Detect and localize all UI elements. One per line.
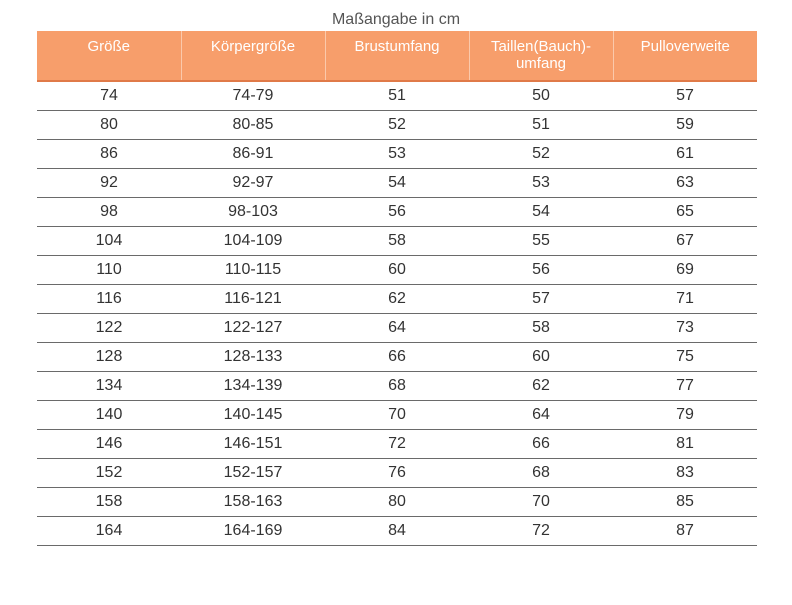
cell-taillenumfang: 64 [469,400,613,429]
cell-koerpergroesse: 164-169 [181,516,325,545]
cell-brustumfang: 84 [325,516,469,545]
cell-taillenumfang: 51 [469,110,613,139]
cell-brustumfang: 60 [325,255,469,284]
cell-groesse: 140 [37,400,181,429]
cell-pulloverweite: 79 [613,400,757,429]
cell-koerpergroesse: 158-163 [181,487,325,516]
header-groesse [37,31,181,81]
cell-koerpergroesse: 80-85 [181,110,325,139]
header-label: Körpergröße [210,38,296,55]
cell-koerpergroesse: 134-139 [181,371,325,400]
cell-brustumfang: 56 [325,197,469,226]
header-label: Brustumfang [354,38,440,55]
table-row [37,429,757,458]
cell-brustumfang: 72 [325,429,469,458]
cell-groesse: 134 [37,371,181,400]
cell-koerpergroesse: 116-121 [181,284,325,313]
cell-koerpergroesse: 152-157 [181,458,325,487]
cell-brustumfang: 52 [325,110,469,139]
table-row [37,110,757,139]
cell-groesse: 164 [37,516,181,545]
cell-taillenumfang: 55 [469,226,613,255]
cell-brustumfang: 80 [325,487,469,516]
cell-koerpergroesse: 92-97 [181,168,325,197]
header-row [37,31,757,81]
cell-koerpergroesse: 86-91 [181,139,325,168]
header-koerpergroesse [181,31,325,81]
cell-pulloverweite: 71 [613,284,757,313]
cell-koerpergroesse: 140-145 [181,400,325,429]
table-row [37,400,757,429]
cell-koerpergroesse: 146-151 [181,429,325,458]
cell-taillenumfang: 60 [469,342,613,371]
cell-groesse: 74 [37,81,181,110]
table-row [37,255,757,284]
cell-brustumfang: 64 [325,313,469,342]
cell-koerpergroesse: 122-127 [181,313,325,342]
cell-pulloverweite: 85 [613,487,757,516]
cell-groesse: 146 [37,429,181,458]
cell-pulloverweite: 59 [613,110,757,139]
cell-brustumfang: 53 [325,139,469,168]
cell-pulloverweite: 77 [613,371,757,400]
cell-pulloverweite: 81 [613,429,757,458]
cell-groesse: 110 [37,255,181,284]
header-label: umfang [515,55,567,72]
cell-pulloverweite: 73 [613,313,757,342]
cell-brustumfang: 62 [325,284,469,313]
table-row [37,197,757,226]
cell-koerpergroesse: 98-103 [181,197,325,226]
cell-taillenumfang: 58 [469,313,613,342]
table-header [37,31,757,81]
cell-groesse: 116 [37,284,181,313]
cell-groesse: 98 [37,197,181,226]
cell-brustumfang: 70 [325,400,469,429]
cell-taillenumfang: 57 [469,284,613,313]
cell-pulloverweite: 63 [613,168,757,197]
cell-brustumfang: 51 [325,81,469,110]
cell-brustumfang: 58 [325,226,469,255]
cell-pulloverweite: 65 [613,197,757,226]
cell-taillenumfang: 53 [469,168,613,197]
cell-groesse: 158 [37,487,181,516]
cell-brustumfang: 76 [325,458,469,487]
header-label: Taillen(Bauch)- [490,38,592,55]
cell-taillenumfang: 62 [469,371,613,400]
table-caption: Maßangabe in cm [331,11,461,28]
cell-groesse: 128 [37,342,181,371]
cell-groesse: 86 [37,139,181,168]
cell-groesse: 122 [37,313,181,342]
header-label: Pulloverweite [640,38,730,55]
table-row [37,458,757,487]
cell-pulloverweite: 87 [613,516,757,545]
table-row [37,487,757,516]
size-chart-table [37,31,757,546]
cell-taillenumfang: 70 [469,487,613,516]
cell-koerpergroesse: 74-79 [181,81,325,110]
table-row [37,168,757,197]
cell-taillenumfang: 54 [469,197,613,226]
header-taillenumfang [469,31,613,81]
header-label: Größe [87,38,130,55]
cell-groesse: 80 [37,110,181,139]
table-row [37,81,757,110]
table-row [37,139,757,168]
cell-pulloverweite: 57 [613,81,757,110]
cell-taillenumfang: 52 [469,139,613,168]
table-row [37,313,757,342]
cell-pulloverweite: 75 [613,342,757,371]
table-row [37,371,757,400]
cell-koerpergroesse: 110-115 [181,255,325,284]
cell-groesse: 104 [37,226,181,255]
cell-taillenumfang: 56 [469,255,613,284]
cell-pulloverweite: 67 [613,226,757,255]
cell-taillenumfang: 72 [469,516,613,545]
cell-pulloverweite: 69 [613,255,757,284]
table-row [37,226,757,255]
cell-taillenumfang: 50 [469,81,613,110]
cell-koerpergroesse: 128-133 [181,342,325,371]
cell-pulloverweite: 61 [613,139,757,168]
cell-brustumfang: 66 [325,342,469,371]
cell-taillenumfang: 66 [469,429,613,458]
cell-groesse: 92 [37,168,181,197]
cell-koerpergroesse: 104-109 [181,226,325,255]
table-row [37,284,757,313]
cell-brustumfang: 54 [325,168,469,197]
table-row [37,342,757,371]
cell-pulloverweite: 83 [613,458,757,487]
cell-brustumfang: 68 [325,371,469,400]
header-brustumfang [325,31,469,81]
header-pulloverweite [613,31,757,81]
cell-groesse: 152 [37,458,181,487]
table-row [37,516,757,545]
table-body [37,81,757,545]
cell-taillenumfang: 68 [469,458,613,487]
